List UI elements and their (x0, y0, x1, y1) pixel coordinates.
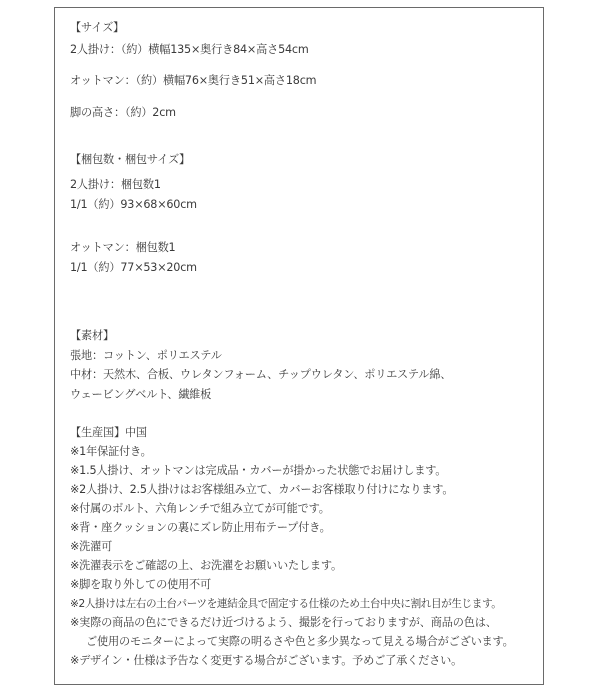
leg-height: 脚の高さ：（約）2cm (70, 106, 176, 119)
note-assembly: ※2人掛け、2.5人掛けはお客様組み立て、カバーお客様取り付けになります。 (70, 483, 454, 496)
material-filling-line-2: ウェービングベルト、繊維板 (70, 388, 212, 401)
origin: 【生産国】中国 (70, 426, 147, 439)
note-wash-label: ※洗濯表示をご確認の上、お洗濯をお願いいたします。 (70, 559, 342, 572)
note-delivery: ※1.5人掛け、オットマンは完成品・カバーが掛かった状態でお届けします。 (70, 464, 447, 477)
package-two-seat-size: 1/1（約）93×68×60cm (70, 198, 197, 211)
note-legs: ※脚を取り外しての使用不可 (70, 578, 212, 591)
note-cushion-tape: ※背・座クッションの裏にズレ防止用布テープ付き。 (70, 521, 331, 534)
note-base-gap: ※2人掛けは左右の土台パーツを連結金具で固定する仕様のため土台中央に割れ目が生じます。 (70, 598, 502, 610)
package-ottoman-count: オットマン：梱包数1 (70, 241, 176, 254)
size-heading: 【サイズ】 (70, 21, 125, 34)
note-tools: ※付属のボルト、六角レンチで組み立てが可能です。 (70, 502, 330, 515)
package-ottoman-size: 1/1（約）77×53×20cm (70, 261, 197, 274)
note-color-line-1: ※実際の商品の色にできるだけ近づけるよう、撮影を行っておりますが、商品の色は、 (70, 616, 497, 629)
note-color-line-2: ご使用のモニターによって実際の明るさや色と多少異なって見える場合がございます。 (86, 635, 514, 648)
package-heading: 【梱包数・梱包サイズ】 (70, 153, 190, 166)
material-heading: 【素材】 (70, 329, 114, 342)
note-warranty: ※1年保証付き。 (70, 445, 152, 458)
note-design-change: ※デザイン・仕様は予告なく変更する場合がございます。予めご了承ください。 (70, 654, 463, 667)
material-filling-line-1: 中材：天然木、合板、ウレタンフォーム、チップウレタン、ポリエステル綿、 (70, 368, 452, 381)
note-washable: ※洗濯可 (70, 540, 113, 553)
material-upholstery: 張地：コットン、ポリエステル (70, 349, 222, 362)
size-two-seat: 2人掛け：（約）横幅135×奥行き84×高さ54cm (70, 43, 309, 56)
size-ottoman: オットマン：（約）横幅76×奥行き51×高さ18cm (70, 74, 317, 87)
package-two-seat-count: 2人掛け：梱包数1 (70, 178, 161, 191)
